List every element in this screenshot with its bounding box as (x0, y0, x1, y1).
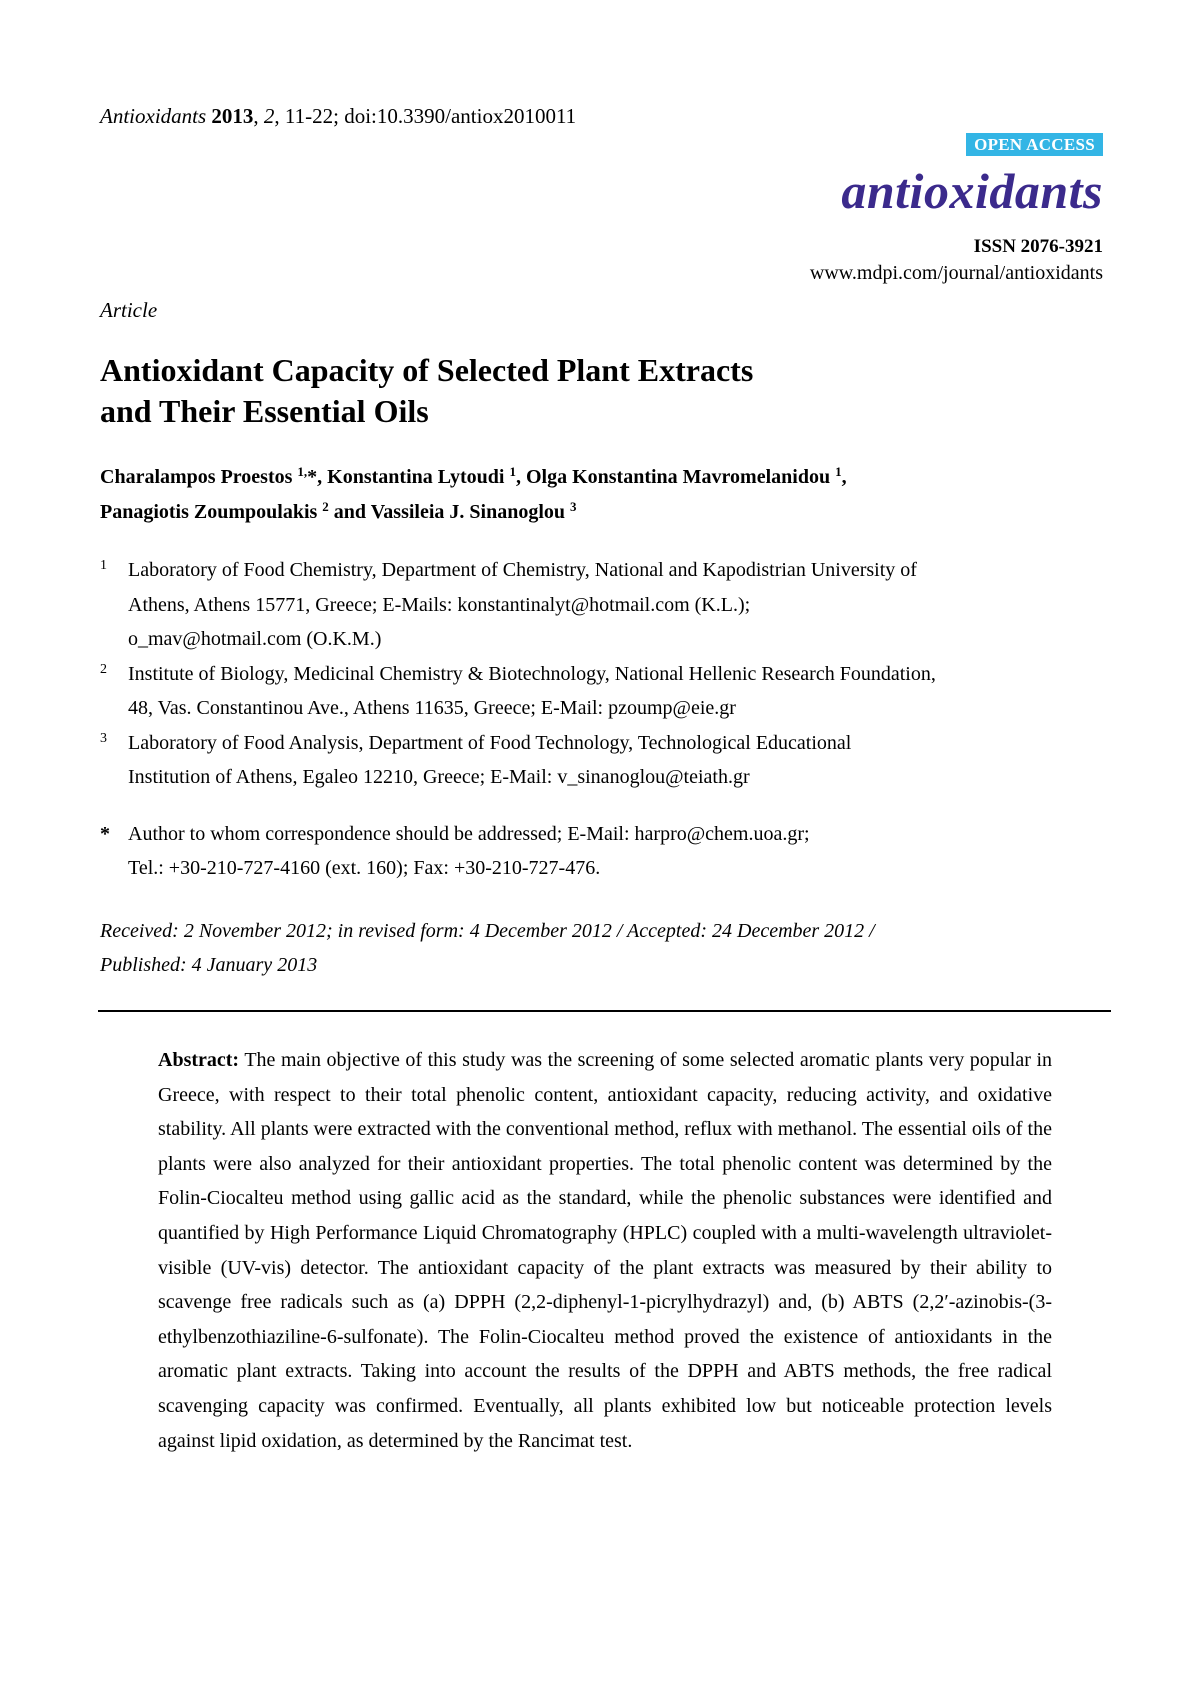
citation-line: Antioxidants 2013, 2, 11-22; doi:10.3390/antiox2010011 (100, 104, 577, 128)
affiliation-number: 1 (100, 558, 107, 573)
author-name: Panagiotis Zoumpoulakis (100, 501, 318, 523)
abstract-label: Abstract: (158, 1049, 240, 1071)
journal-url[interactable]: www.mdpi.com/journal/antioxidants (809, 262, 1103, 284)
affiliation-number: 3 (100, 730, 107, 746)
open-access-badge: OPEN ACCESS (966, 133, 1103, 156)
article-type: Article (100, 298, 158, 322)
citation-journal: Antioxidants (100, 104, 207, 128)
correspondence-note (100, 817, 1120, 886)
affiliation-text: Laboratory of Food Chemistry, Department of Chemistry, National and Kapodistrian University of Athens, Athens 15771, Greece; E-Mails: konstantinalyt@hotmail.com (K.L.); o_mav@hotmail.com (O.K.M.) (128, 559, 917, 650)
affiliation-item (100, 657, 1120, 726)
author-name: Vassileia J. Sinanoglou (370, 501, 566, 523)
correspondence-text: Author to whom correspondence should be addressed; E-Mail: harpro@chem.uoa.gr; Tel.: +30-210-727-4160 (ext. 160); Fax: +30-210-727-476. (128, 822, 810, 879)
publication-dates: Received: 2 November 2012; in revised form: 4 December 2012 / Accepted: 24 December 2012 / Published: 4 January 2013 (100, 920, 875, 976)
author-affil-sup: 3 (570, 499, 577, 514)
section-divider (98, 1010, 1111, 1012)
citation-pages-doi: , 11-22; doi:10.3390/antiox2010011 (274, 104, 577, 128)
author-affil-sup: 1 (509, 464, 516, 479)
citation-year: 2013 (211, 104, 254, 128)
affiliation-number: 2 (100, 661, 107, 677)
affiliation-item (100, 726, 1120, 795)
journal-issn: ISSN 2076-3921 (973, 236, 1103, 257)
corresponding-mark: * (100, 822, 110, 845)
abstract-text: The main objective of this study was the screening of some selected aromatic plants very popular in Greece, with respect to their total phenolic content, antioxidant capacity, reducing activity, and oxidative stability. All plants were extracted with the conventional method, reflux with methanol. The essential oils of the plants were also analyzed for their antioxidant properties. The total phenolic content was determined by the Folin-Ciocalteu method using gallic acid as the standard, while the phenolic substances were identified and quantified by High Performance Liquid Chromatography (HPLC) coupled with a multi-wavelength ultraviolet-visible (UV-vis) detector. The antioxidant capacity of the plant extracts was measured by their ability to scavenge free radicals such as (a) DPPH (2,2-diphenyl-1-picrylhydrazyl) and, (b) ABTS (2,2′-azinobis-(3-ethylbenzothiaziline-6-sulfonate). The Folin-Ciocalteu method proved the existence of antioxidants in the aromatic plant extracts. Taking into account the results of the DPPH and ABTS methods, the free radical scavenging capacity was confirmed. Eventually, all plants exhibited low but noticeable protection levels against lipid oxidation, as determined by the Rancimat test. (158, 1049, 1053, 1452)
journal-title: antioxidants (841, 163, 1103, 219)
abstract (158, 1043, 1052, 1458)
author-affil-sup: 1 (835, 464, 842, 479)
author-name: Olga Konstantina Mavromelanidou (525, 466, 831, 488)
title-line: Antioxidant Capacity of Selected Plant Extracts (100, 352, 754, 388)
title-line: and Their Essential Oils (100, 393, 429, 429)
affiliation-text: Laboratory of Food Analysis, Department of Food Technology, Technological Educational Institution of Athens, Egaleo 12210, Greece; E-Mail: v_sinanoglou@teiath.gr (128, 731, 852, 788)
paper-title (100, 350, 1000, 432)
author-name: Konstantina Lytoudi (327, 466, 505, 488)
author-list (100, 460, 1120, 530)
affiliations (100, 553, 1120, 886)
citation-volume: 2 (263, 104, 275, 128)
corresponding-mark: * (307, 466, 318, 488)
author-line: Panagiotis Zoumpoulakis $^2$ and Vassileia J. Sinanoglou $^3$ (100, 499, 577, 523)
author-name: Charalampos Proestos (100, 466, 293, 488)
affiliation-item (100, 553, 1120, 657)
author-affil-sup: 1, (297, 464, 308, 479)
author-affil-sup: 2 (322, 499, 329, 514)
author-line: Charalampos Proestos $^{1,}$*, Konstantina Lytoudi $^1$, Olga Konstantina Mavromelanidou $^1$, (100, 464, 847, 488)
affiliation-text: Institute of Biology, Medicinal Chemistry & Biotechnology, National Hellenic Research Foundation, 48, Vas. Constantinou Ave., Athens 11635, Greece; E-Mail: pzoump@eie.gr (128, 662, 936, 719)
